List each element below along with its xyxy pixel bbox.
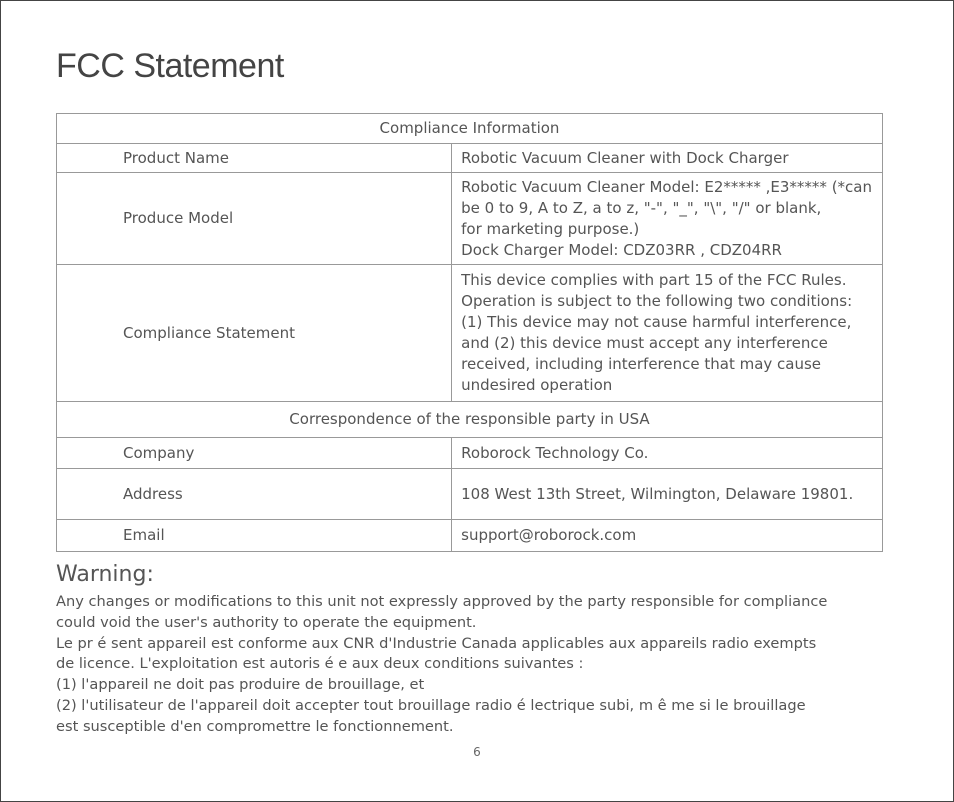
compliance-statement-line: undesired operation bbox=[461, 376, 613, 394]
warning-line: de licence. L'exploitation est autoris é e aux deux conditions suivantes : bbox=[56, 655, 584, 673]
table-row-produce-model bbox=[57, 173, 883, 265]
produce-model-value bbox=[452, 173, 883, 265]
warning-line: est susceptible d'en compromettre le fonctionnement. bbox=[56, 717, 454, 735]
warning-line: Le pr é sent appareil est conforme aux CNR d'Industrie Canada applicables aux appareils radio exempts bbox=[56, 634, 817, 652]
compliance-statement-line: and (2) this device must accept any interference bbox=[461, 334, 828, 352]
warning-line: Any changes or modifications to this unit not expressly approved by the party responsible for compliance bbox=[56, 593, 828, 610]
table-row-compliance-statement bbox=[57, 265, 883, 402]
compliance-statement-line: (1) This device may not cause harmful interference, bbox=[461, 313, 852, 331]
email-value: support@roborock.com bbox=[452, 520, 883, 552]
table-row-company bbox=[57, 438, 883, 469]
address-value: 108 West 13th Street, Wilmington, Delaware 19801. bbox=[452, 469, 883, 520]
compliance-statement-value bbox=[452, 265, 883, 402]
warning-line: could void the user's authority to operate the equipment. bbox=[56, 613, 477, 631]
page-title: FCC Statement bbox=[56, 47, 284, 85]
warning-title: Warning: bbox=[56, 562, 154, 587]
table-row-address bbox=[57, 469, 883, 520]
warning-line: (2) l'utilisateur de l'appareil doit accepter tout brouillage radio é lectrique subi, m ê me si le brouillage bbox=[56, 696, 806, 714]
compliance-table bbox=[56, 113, 883, 552]
page-number: 6 bbox=[473, 745, 481, 759]
company-value: Roborock Technology Co. bbox=[452, 438, 883, 469]
product-name-label: Product Name bbox=[57, 144, 452, 173]
compliance-statement-line: This device complies with part 15 of the FCC Rules. bbox=[461, 271, 847, 289]
produce-model-line: Dock Charger Model: CDZ03RR , CDZ04RR bbox=[461, 240, 782, 259]
produce-model-line: Robotic Vacuum Cleaner Model: E2***** ,E3***** (*can bbox=[461, 177, 872, 196]
correspondence-header: Correspondence of the responsible party in USA bbox=[57, 402, 883, 438]
compliance-statement-line: Operation is subject to the following two conditions: bbox=[461, 292, 853, 310]
address-label: Address bbox=[57, 469, 452, 520]
table-header: Compliance Information bbox=[57, 114, 883, 144]
warning-text bbox=[56, 592, 916, 738]
company-label: Company bbox=[57, 438, 452, 469]
email-label: Email bbox=[57, 520, 452, 552]
produce-model-label: Produce Model bbox=[57, 173, 452, 265]
compliance-statement-label: Compliance Statement bbox=[57, 265, 452, 402]
compliance-statement-line: received, including interference that may cause bbox=[461, 355, 822, 373]
table-row-email bbox=[57, 520, 883, 552]
table-row-product-name bbox=[57, 144, 883, 173]
product-name-value: Robotic Vacuum Cleaner with Dock Charger bbox=[452, 144, 883, 173]
warning-line: (1) l'appareil ne doit pas produire de brouillage, et bbox=[56, 676, 425, 694]
produce-model-line: for marketing purpose.) bbox=[461, 219, 640, 238]
produce-model-line: be 0 to 9, A to Z, a to z, "-", "_", "\", "/" or blank, bbox=[461, 198, 822, 217]
